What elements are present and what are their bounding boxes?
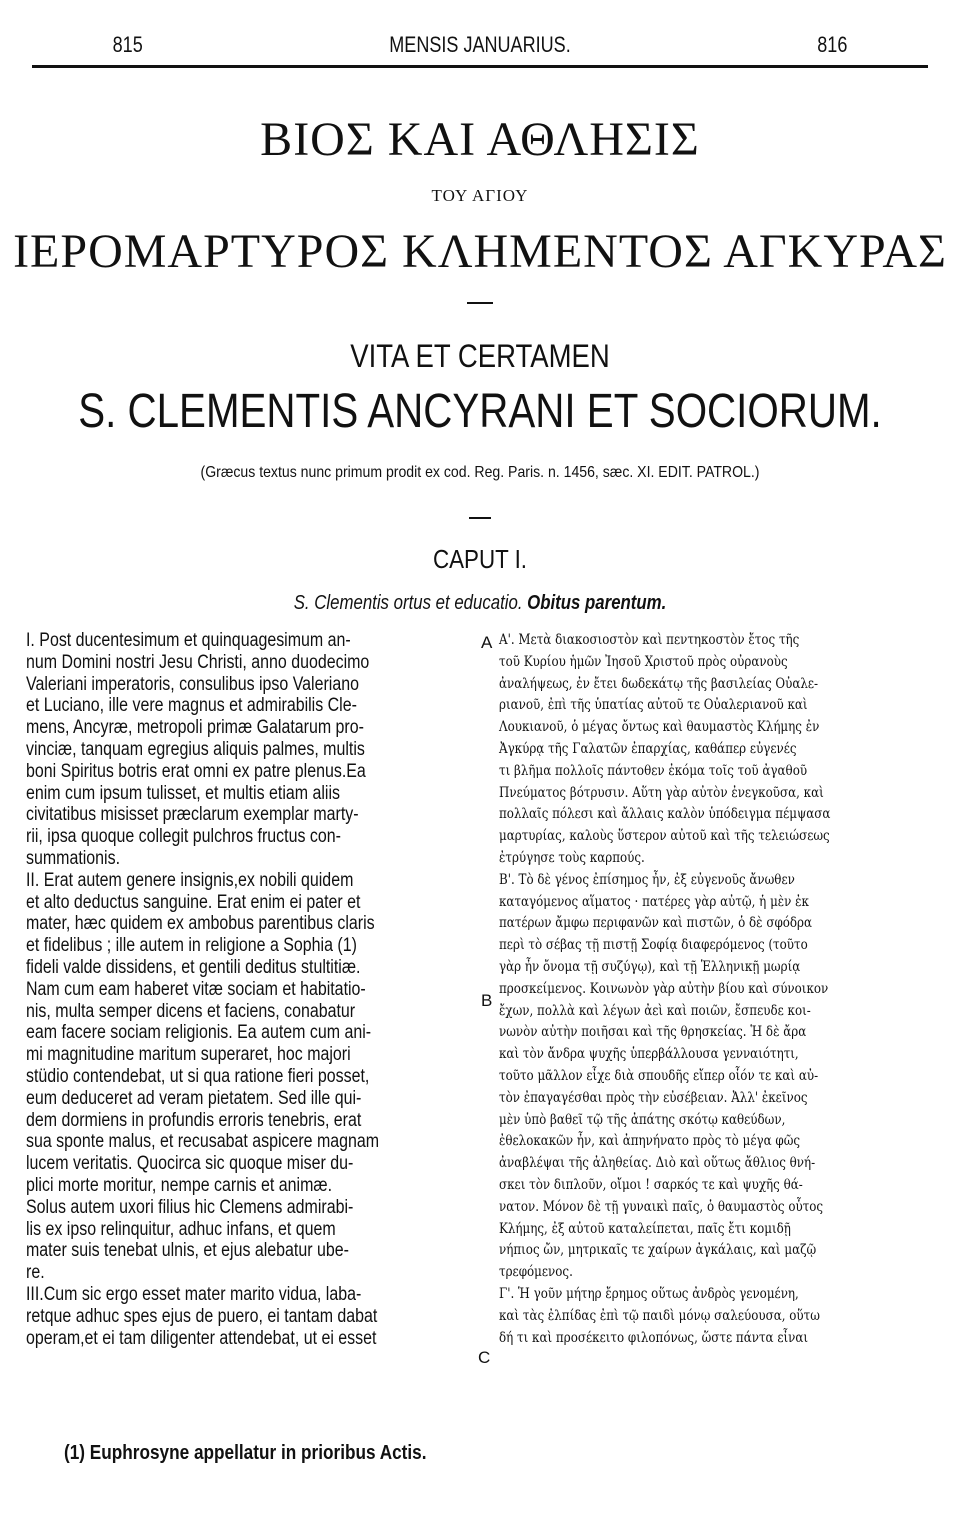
text-line: τι βλῆμα πολλοῖς πάντοθεν ἐκόμα τοῖς τοῦ ἀγαθοῦ bbox=[499, 762, 808, 779]
text-line: mater, hæc quidem ex ambobus parentibus claris bbox=[26, 913, 375, 935]
text-line: γὰρ ἦν ὄνομα τῇ συζύγῳ), καὶ τῇ Ἑλληνικῇ μωρίᾳ bbox=[499, 958, 801, 975]
header-rule bbox=[32, 65, 928, 68]
text-line: μαρτυρίας, καλοὺς ὕστερον αὐτοῦ καὶ τῆς τελειώσεως bbox=[499, 828, 830, 845]
text-line: νατον. Μόνον δὲ τῇ γυναικὶ παῖς, ὁ θαυμαστὸς οὗτος bbox=[499, 1198, 824, 1215]
section-divider bbox=[469, 517, 491, 519]
text-line: eam facere sociam religionis. Ea autem cum ani- bbox=[26, 1022, 372, 1044]
text-line: προσκείμενος. Κοινωνὸν γὰρ αὐτὴν βίου καὶ σύνοικον bbox=[499, 980, 829, 997]
text-line: καὶ τὸν ἄνδρα ψυχῆς ὑπερβάλλουσα γενναιότητι, bbox=[499, 1046, 799, 1063]
latin-title: VITA ET CERTAMEN bbox=[350, 338, 610, 374]
text-line: et alto deductus sanguine. Erat enim ei pater et bbox=[26, 891, 361, 913]
text-line: plici morte moritur, nempe carnis et animæ. bbox=[26, 1174, 333, 1196]
text-line: num Domini nostri Jesu Christi, anno duodecimo bbox=[26, 651, 370, 673]
margin-letter-a: A bbox=[481, 633, 493, 652]
text-line: Valeriani imperatoris, consulibus ipso Valeriano bbox=[26, 673, 359, 695]
text-line: τοῦ Κυρίου ἡμῶν Ἰησοῦ Χριστοῦ πρὸς οὐρανοὺς bbox=[499, 653, 788, 670]
text-line: πατέρων ἄμφω περιφανῶν καὶ πιστῶν, ὁ δὲ σφόδρα bbox=[499, 915, 813, 932]
text-line: σκει τὸν διπλοῦν, οἴμοι ! σαρκός τε καὶ ψυχῆς θά- bbox=[499, 1176, 803, 1193]
text-line: III.Cum sic ergo esset mater marito vidua, laba- bbox=[26, 1283, 362, 1305]
text-line: δή τι καὶ προσέκειτο φιλοπόνως, ὥστε πάντα εἶναι bbox=[499, 1329, 809, 1346]
text-line: summationis. bbox=[26, 847, 121, 869]
margin-letter-b: B bbox=[481, 991, 493, 1010]
text-line: vinciæ, tanquam egregius aliquis palmes, multis bbox=[26, 738, 365, 760]
text-line: fideli valde dissidens, et gentili deditus stultitiæ. bbox=[26, 956, 361, 978]
greek-title: ΒΙΟΣ ΚΑΙ ΑΘΛΗΣΙΣ bbox=[260, 113, 700, 166]
text-line: et Luciano, ille vere magnus et admirabilis Cle- bbox=[26, 695, 357, 717]
latin-column bbox=[26, 630, 379, 1349]
text-line: rii, ipsa quoque collegit pulchros fructus con- bbox=[26, 826, 341, 848]
text-line: ἔχων, πολλὰ καὶ λέγων ἀεὶ καὶ ποιῶν, ἔσπευδε κοι- bbox=[499, 1002, 811, 1019]
text-line: Γ'. Ἡ γοῦν μήτηρ ἔρημος οὕτως ἀνδρὸς γενομένη, bbox=[499, 1285, 799, 1302]
text-line: lucem veritatis. Quocirca sic quoque miser du- bbox=[26, 1153, 354, 1175]
text-line: I. Post ducentesimum et quinquagesimum an- bbox=[26, 630, 351, 651]
text-line: boni Spiritus botris erat omni ex patre plenus.Ea bbox=[26, 760, 366, 782]
text-line: Λουκιανοῦ, ὁ μέγας ὄντως καὶ θαυμαστὸς Κλήμης ἐν bbox=[499, 719, 820, 736]
text-line: Κλήμης, ἐξ αὐτοῦ καταλείπεται, παῖς ἔτι κομιδῇ bbox=[499, 1220, 791, 1237]
text-line: τὸν ἐπαγαγέσθαι πρὸς τὴν εὐσέβειαν. Ἀλλ' ἐκεῖνος bbox=[499, 1089, 808, 1106]
text-line: νωνὸν αὐτὴν ποιῆσαι καὶ τῆς θρησκείας. Ἡ δὲ ἄρα bbox=[499, 1024, 807, 1041]
page-number-left: 815 bbox=[112, 32, 143, 57]
text-line: Α'. Μετὰ διακοσιοστὸν καὶ πεντηκοστὸν ἔτος τῆς bbox=[499, 632, 800, 648]
text-line: Solus autem uxori filius hic Clemens admirabi- bbox=[26, 1196, 354, 1218]
text-line: mens, Ancyræ, metropoli primæ Galatarum pro- bbox=[26, 717, 364, 739]
latin-saint-name: S. CLEMENTIS ANCYRANI ET SOCIORUM. bbox=[78, 385, 882, 438]
source-note: (Græcus textus nunc primum prodit ex cod. Reg. Paris. n. 1456, sæc. XI. EDIT. PATROL.) bbox=[200, 464, 760, 481]
text-line: τοῦτο μᾶλλον εἶχε διὰ σπουδῆς εἴπερ οἷόν τε καὶ αὐ- bbox=[499, 1067, 819, 1084]
text-line: sua sponte malus, et recusabat aspicere magnam bbox=[26, 1131, 380, 1153]
text-line: re. bbox=[26, 1262, 45, 1284]
text-line: enim cum ipsum tulisset, et multis etiam aliis bbox=[26, 782, 340, 804]
text-line: ριανοῦ, ἐπὶ τῆς ὑπατίας αὐτοῦ τε Οὐαλεριανοῦ καὶ bbox=[499, 697, 808, 714]
footnote: (1) Euphrosyne appellatur in prioribus Actis. bbox=[64, 1442, 427, 1464]
running-title: MENSIS JANUARIUS. bbox=[389, 32, 571, 57]
page-number-right: 816 bbox=[817, 32, 848, 57]
text-line: ἐτρύγησε τοὺς καρπούς. bbox=[499, 849, 645, 866]
text-line: ἀναλήψεως, ἐν ἔτει δωδεκάτῳ τῆς βασιλείας Οὐαλε- bbox=[499, 675, 819, 692]
text-line: καταγόμενος αἵματος · πατέρες γὰρ αὐτῷ, ἡ μὲν ἐκ bbox=[499, 893, 809, 910]
chapter-subtitle bbox=[77, 592, 883, 615]
greek-saint-name: ΙΕΡΟΜΑΡΤΥΡΟΣ ΚΛΗΜΕΝΤΟΣ ΑΓΚΥΡΑΣ bbox=[13, 225, 947, 278]
text-line: ἐθελοκακῶν ἦν, καὶ ἀπηνήνατο πρὸς τὸ μέγα φῶς bbox=[499, 1133, 801, 1150]
text-line: mi magnitudine maritum superaret, hoc majori bbox=[26, 1044, 351, 1066]
margin-letter-c: C bbox=[478, 1348, 491, 1367]
text-line: Nam cum eam haberet vitæ sociam et habitatio- bbox=[26, 978, 366, 1000]
text-line: retque adhuc spes ejus de puero, ei tantam dabat bbox=[26, 1305, 378, 1327]
chapter-heading: CAPUT I. bbox=[432, 544, 528, 574]
text-line: νήπιος ὤν, μητρικαῖς τε χαίρων ἀγκάλαις, καὶ μαζῷ bbox=[499, 1242, 817, 1259]
text-line: mater suis tenebat ulnis, et ejus alebatur ube- bbox=[26, 1240, 349, 1262]
chapter-subtitle-part-a: S. Clementis ortus et educatio. bbox=[293, 592, 523, 614]
running-head bbox=[113, 32, 848, 64]
chapter-subtitle-part-b: Obitus parentum. bbox=[527, 592, 667, 614]
greek-column bbox=[499, 630, 830, 1349]
text-line: stüdio contendebat, ut si qua ratione fieri posset, bbox=[26, 1065, 370, 1087]
text-line: Πνεύματος βότρυσιν. Αὕτη γὰρ αὐτὸν ἐνεγκοῦσα, καὶ bbox=[499, 784, 824, 801]
greek-subtitle: ΤΟΥ ΑΓΙΟΥ bbox=[431, 186, 529, 205]
text-line: τρεφόμενος. bbox=[499, 1264, 573, 1281]
title-divider bbox=[467, 302, 493, 304]
text-line: ἀναβλέψαι τῆς ἀληθείας. Διὸ καὶ οὕτως ἄθλιος θνή- bbox=[499, 1155, 816, 1172]
text-line: καὶ τὰς ἐλπίδας ἐπὶ τῷ παιδὶ μόνῳ σαλεύουσα, οὕτω bbox=[499, 1307, 820, 1324]
text-line: πολλαῖς πόλεσι καὶ ἄλλαις καλὸν ὑπόδειγμα πέμψασα bbox=[499, 806, 831, 823]
text-line: Ἀγκύρᾳ τῆς Γαλατῶν ἐπαρχίας, καθάπερ εὐγενές bbox=[499, 740, 797, 757]
text-line: eum deduceret ad veram pietatem. Sed ille qui- bbox=[26, 1087, 362, 1109]
text-line: operam,et ei tam diligenter attendebat, ut ei esset bbox=[26, 1327, 377, 1349]
text-line: περὶ τὸ σέβας τῇ πιστῇ Σοφίᾳ διαφερόμενος (τοῦτο bbox=[499, 937, 808, 954]
text-line: II. Erat autem genere insignis,ex nobili quidem bbox=[26, 869, 354, 891]
text-line: et fidelibus ; ille autem in religione a Sophia (1) bbox=[26, 935, 357, 957]
text-line: civitatibus misisset præclarum exemplar marty- bbox=[26, 804, 359, 826]
text-line: μὲν ὑπὸ βαθεῖ τῷ τῆς ἀπάτης σκότῳ καθεύδων, bbox=[499, 1111, 786, 1128]
text-line: Β'. Τὸ δὲ γένος ἐπίσημος ἦν, ἐξ εὐγενοῦς ἄνωθεν bbox=[499, 871, 795, 888]
text-line: lis ex ipso relinquitur, adhuc infans, et quem bbox=[26, 1218, 336, 1240]
text-line: dem dormiens in profundis erroris tenebris, erat bbox=[26, 1109, 362, 1131]
text-line: nis, multa semper dicens et faciens, conabatur bbox=[26, 1000, 356, 1022]
